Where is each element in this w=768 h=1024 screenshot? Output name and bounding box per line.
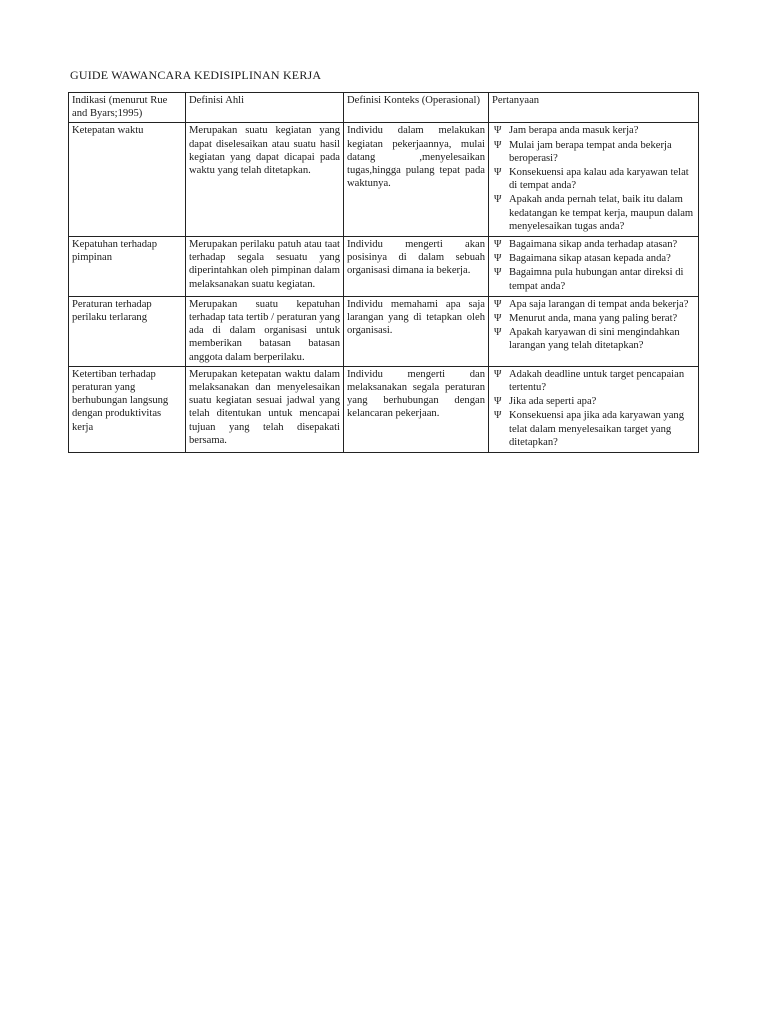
question-list xyxy=(492,368,695,449)
psi-bullet-icon: Ψ xyxy=(494,253,502,265)
question-text: Konsekuensi apa kalau ada karyawan telat di tempat anda? xyxy=(509,167,689,192)
table-row xyxy=(69,296,699,366)
psi-bullet-icon: Ψ xyxy=(494,327,502,339)
header-definisi-ahli: Definisi Ahli xyxy=(186,93,344,123)
psi-bullet-icon: Ψ xyxy=(494,313,502,325)
cell-indikasi: Kepatuhan terhadap pimpinan xyxy=(69,237,186,297)
question-text: Bagaimana sikap anda terhadap atasan? xyxy=(509,239,678,251)
psi-bullet-icon: Ψ xyxy=(494,298,502,310)
cell-pertanyaan xyxy=(489,123,699,237)
cell-definisi-ahli: Merupakan perilaku patuh atau taat terhadap segala sesuatu yang diperintahkan oleh pimpinan dalam melaksanakan suatu kegiatan. xyxy=(186,237,344,297)
header-definisi-konteks: Definisi Konteks (Operasional) xyxy=(344,93,489,123)
psi-bullet-icon: Ψ xyxy=(494,410,502,422)
question-text: Jika ada seperti apa? xyxy=(509,396,597,408)
cell-indikasi: Ketertiban terhadap peraturan yang berhubungan langsung dengan produktivitas kerja xyxy=(69,366,186,452)
question-text: Menurut anda, mana yang paling berat? xyxy=(509,313,678,325)
question-item xyxy=(492,298,695,311)
psi-bullet-icon: Ψ xyxy=(494,239,502,251)
cell-definisi-konteks: Individu mengerti dan melaksanakan segala peraturan yang berhubungan dengan kelancaran pekerjaan. xyxy=(344,366,489,452)
question-text: Konsekuensi apa jika ada karyawan yang telat dalam menyelesaikan target yang ditetapkan? xyxy=(509,410,685,448)
question-text: Apakah karyawan di sini mengindahkan larangan yang telah ditetapkan? xyxy=(509,327,680,352)
question-item xyxy=(492,266,695,292)
question-item xyxy=(492,166,695,192)
psi-bullet-icon: Ψ xyxy=(494,194,502,206)
cell-definisi-konteks: Individu mengerti akan posisinya di dalam sebuah organisasi dimana ia bekerja. xyxy=(344,237,489,297)
question-item xyxy=(492,409,695,449)
table-row xyxy=(69,366,699,452)
psi-bullet-icon: Ψ xyxy=(494,267,502,279)
psi-bullet-icon: Ψ xyxy=(494,125,502,137)
question-text: Apa saja larangan di tempat anda bekerja? xyxy=(509,298,689,310)
question-item xyxy=(492,395,695,408)
question-item xyxy=(492,326,695,352)
header-pertanyaan: Pertanyaan xyxy=(489,93,699,123)
psi-bullet-icon: Ψ xyxy=(494,139,502,151)
table-row xyxy=(69,237,699,297)
psi-bullet-icon: Ψ xyxy=(494,368,502,380)
question-item xyxy=(492,312,695,325)
interview-guide-table xyxy=(68,92,699,453)
question-item xyxy=(492,252,695,265)
cell-pertanyaan xyxy=(489,237,699,297)
question-item xyxy=(492,193,695,233)
header-indikasi: Indikasi (menurut Rue and Byars;1995) xyxy=(69,93,186,123)
question-text: Bagaimna pula hubungan antar direksi di tempat anda? xyxy=(509,267,684,292)
psi-bullet-icon: Ψ xyxy=(494,396,502,408)
question-item xyxy=(492,238,695,251)
cell-definisi-konteks: Individu dalam melakukan kegiatan pekerjaannya, mulai datang ,menyelesaikan tugas,hingga pulang tepat pada waktunya. xyxy=(344,123,489,237)
question-text: Mulai jam berapa tempat anda bekerja beroperasi? xyxy=(509,139,672,164)
cell-definisi-ahli: Merupakan suatu kepatuhan terhadap tata tertib / peraturan yang ada di dalam organisasi untuk memberikan batasan batasan anggota dalam berperilaku. xyxy=(186,296,344,366)
table-header-row xyxy=(69,93,699,123)
question-list xyxy=(492,298,695,353)
cell-definisi-konteks: Individu memahami apa saja larangan yang di tetapkan oleh organisasi. xyxy=(344,296,489,366)
question-text: Bagaimana sikap atasan kepada anda? xyxy=(509,253,671,265)
cell-definisi-ahli: Merupakan suatu kegiatan yang dapat diselesaikan atau suatu hasil kegiatan yang dapat dicapai pada waktu yang telah ditetapkan. xyxy=(186,123,344,237)
question-text: Adakah deadline untuk target pencapaian tertentu? xyxy=(509,368,685,394)
question-text: Apakah anda pernah telat, baik itu dalam kedatangan ke tempat kerja, maupun dalam menyelesaikan tugas anda? xyxy=(509,194,694,232)
question-item xyxy=(492,368,695,394)
question-item xyxy=(492,139,695,165)
cell-pertanyaan xyxy=(489,296,699,366)
document-title: GUIDE WAWANCARA KEDISIPLINAN KERJA xyxy=(70,68,322,82)
cell-pertanyaan xyxy=(489,366,699,452)
cell-indikasi: Ketepatan waktu xyxy=(69,123,186,237)
question-list xyxy=(492,238,695,293)
table-row xyxy=(69,123,699,237)
question-item xyxy=(492,124,695,137)
cell-indikasi: Peraturan terhadap perilaku terlarang xyxy=(69,296,186,366)
question-list xyxy=(492,124,695,233)
psi-bullet-icon: Ψ xyxy=(494,167,502,179)
cell-definisi-ahli: Merupakan ketepatan waktu dalam melaksanakan dan menyelesaikan suatu kegiatan sesuai jadwal yang telah ditentukan untuk mencapai tujuan yang telah disepakati bersama. xyxy=(186,366,344,452)
question-text: Jam berapa anda masuk kerja? xyxy=(509,125,639,137)
